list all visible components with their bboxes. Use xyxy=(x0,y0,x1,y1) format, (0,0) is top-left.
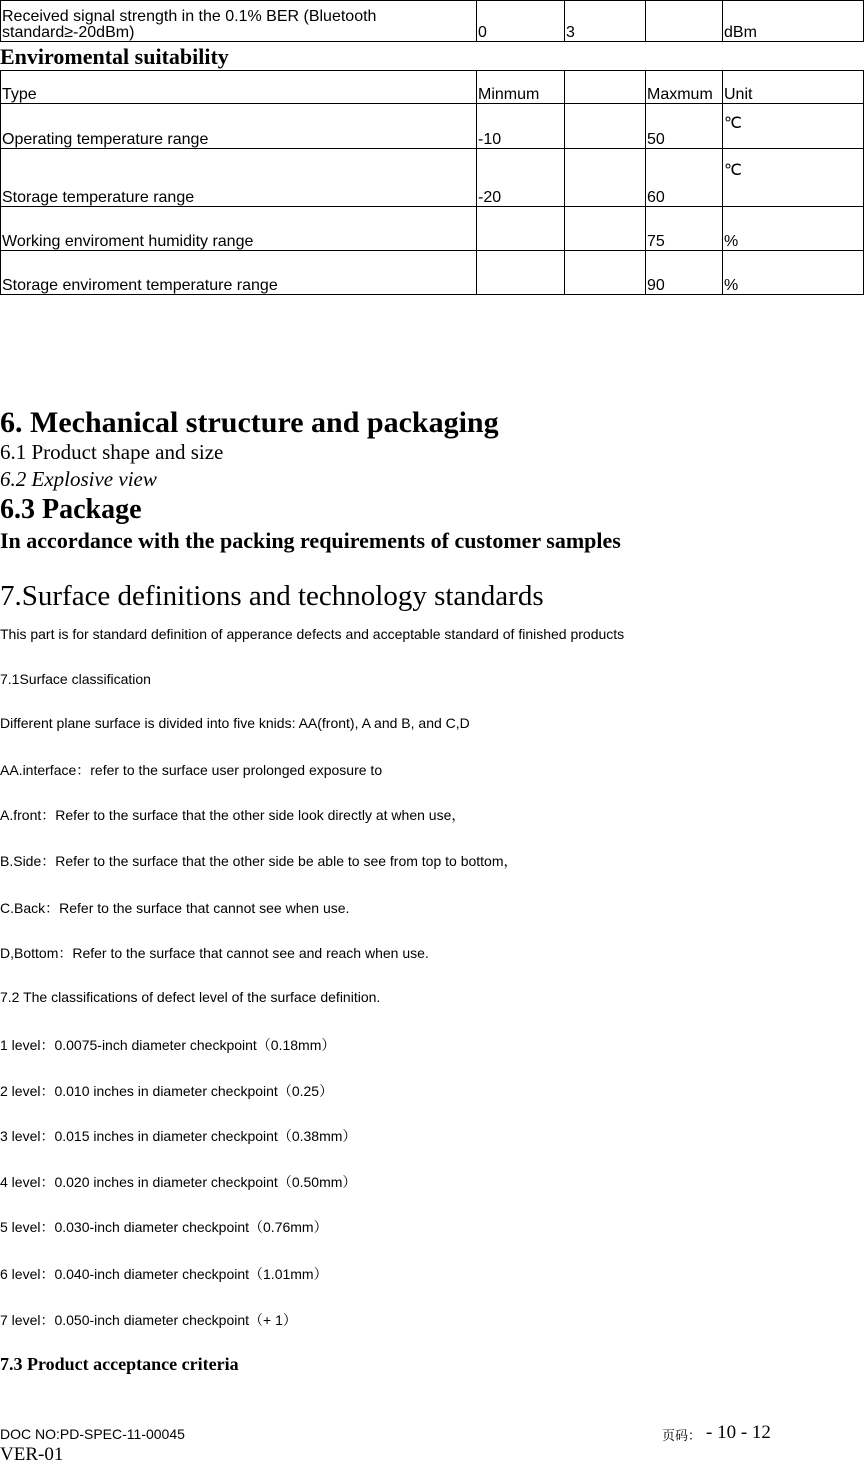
row-typ-cell xyxy=(565,207,646,251)
paragraph: 3 level：0.015 inches in diameter checkpoint（0.38mm） xyxy=(0,1128,357,1144)
row-type-cell: Storage temperature range xyxy=(1,149,477,207)
paragraph: 7.1Surface classification xyxy=(0,671,151,687)
row-typ-cell xyxy=(565,104,646,149)
page-number: - 10 - 12 xyxy=(706,1422,771,1443)
row-unit-cell: ℃ xyxy=(723,104,864,149)
row-min-cell: -10 xyxy=(477,104,565,149)
doc-version: VER-01 xyxy=(0,1444,64,1465)
col-header-typ xyxy=(565,71,646,104)
paragraph: C.Back：Refer to the surface that cannot see when use. xyxy=(0,900,350,916)
environment-table xyxy=(0,70,864,295)
row-max-cell: 90 xyxy=(646,251,723,295)
page-label: 页码： xyxy=(662,1429,702,1444)
row-max-cell: 75 xyxy=(646,207,723,251)
paragraph: D,Bottom：Refer to the surface that cannot see and reach when use. xyxy=(0,945,429,961)
row-type-cell: Storage enviroment temperature range xyxy=(1,251,477,295)
section-6-1-heading: 6.1 Product shape and size xyxy=(0,440,224,464)
table-row xyxy=(1,149,864,207)
paragraph: A.front：Refer to the surface that the other side look directly at when use， xyxy=(0,807,466,823)
row-typ-cell xyxy=(565,149,646,207)
paragraph: 7 level：0.050-inch diameter checkpoint（+ 1） xyxy=(0,1312,297,1328)
row-min-cell: -20 xyxy=(477,149,565,207)
row-type-cell: Working enviroment humidity range xyxy=(1,207,477,251)
section-6-2-heading: 6.2 Explosive view xyxy=(0,467,157,491)
table-row xyxy=(1,1,864,42)
table-row xyxy=(1,207,864,251)
paragraph: AA.interface：refer to the surface user prolonged exposure to xyxy=(0,762,383,778)
package-requirement-text: In accordance with the packing requirements of customer samples xyxy=(0,528,621,553)
paragraph: 5 level：0.030-inch diameter checkpoint（0.76mm） xyxy=(0,1219,328,1235)
row-unit-cell: ℃ xyxy=(723,149,864,207)
paragraph: 4 level：0.020 inches in diameter checkpoint（0.50mm） xyxy=(0,1174,357,1190)
environment-heading: Enviromental suitability xyxy=(0,44,229,69)
section-6-3-heading: 6.3 Package xyxy=(0,494,142,525)
paragraph: 6 level：0.040-inch diameter checkpoint（1.01mm） xyxy=(0,1266,328,1282)
col-header-unit: Unit xyxy=(723,71,864,104)
row-max-cell: 50 xyxy=(646,104,723,149)
param-min-cell: 0 xyxy=(477,1,565,42)
row-min-cell xyxy=(477,207,565,251)
paragraph: B.Side：Refer to the surface that the other side be able to see from top to bottom， xyxy=(0,853,518,869)
paragraph: 2 level：0.010 inches in diameter checkpoint（0.25） xyxy=(0,1083,334,1099)
doc-number: DOC NO:PD-SPEC-11-00045 xyxy=(0,1426,185,1442)
section-6-heading: 6. Mechanical structure and packaging xyxy=(0,406,499,439)
table-header-row xyxy=(1,71,864,104)
param-type-cell: Received signal strength in the 0.1% BER (Bluetooth standard≥-20dBm) xyxy=(1,1,477,42)
param-max-cell xyxy=(646,1,723,42)
col-header-min: Minmum xyxy=(477,71,565,104)
row-min-cell xyxy=(477,251,565,295)
col-header-max: Maxmum xyxy=(646,71,723,104)
paragraph: Different plane surface is divided into five knids: AA(front), A and B, and C,D xyxy=(0,715,470,731)
param-unit-cell: dBm xyxy=(723,1,864,42)
row-typ-cell xyxy=(565,251,646,295)
param-typ-cell: 3 xyxy=(565,1,646,42)
signal-strength-table xyxy=(0,0,864,42)
paragraph: This part is for standard definition of apperance defects and acceptable standard of finished products xyxy=(0,626,625,642)
row-max-cell: 60 xyxy=(646,149,723,207)
table-row xyxy=(1,251,864,295)
row-type-cell: Operating temperature range xyxy=(1,104,477,149)
section-7-heading: 7.Surface definitions and technology standards xyxy=(0,580,544,612)
table-row xyxy=(1,104,864,149)
section-7-3-heading: 7.3 Product acceptance criteria xyxy=(0,1354,239,1374)
col-header-type: Type xyxy=(1,71,477,104)
row-unit-cell: % xyxy=(723,251,864,295)
row-unit-cell: % xyxy=(723,207,864,251)
paragraph: 1 level：0.0075-inch diameter checkpoint（0.18mm） xyxy=(0,1037,336,1053)
paragraph: 7.2 The classifications of defect level of the surface definition. xyxy=(0,989,381,1005)
